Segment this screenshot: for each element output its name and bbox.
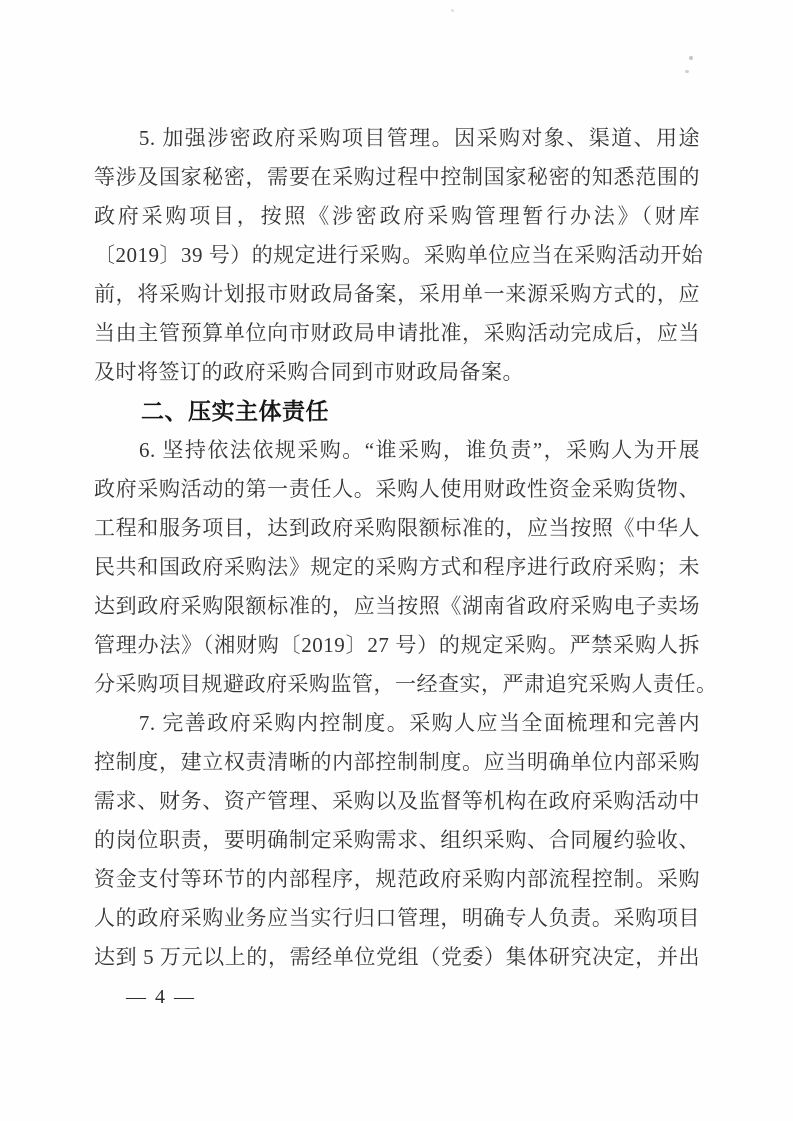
section-heading [94, 392, 700, 431]
text-line: 政府采购活动的第一责任人。采购人使用财政性资金采购货物、 [94, 477, 700, 501]
page-number: — 4 — [126, 986, 196, 1008]
text-line: 二、压实主体责任 [94, 398, 329, 424]
text-line: 当由主管预算单位向市财政局申请批准，采购活动完成后，应当 [94, 321, 700, 345]
text-line: 分采购项目规避政府采购监管，一经查实，严肃追究采购人责任。 [94, 672, 718, 696]
text-line: 控制度，建立权责清晰的内部控制制度。应当明确单位内部采购 [94, 750, 700, 774]
text-line: 人的政府采购业务应当实行归口管理，明确专人负责。采购项目 [94, 906, 700, 930]
text-line: 5. 加强涉密政府采购项目管理。因采购对象、渠道、用途 [94, 126, 700, 150]
text-line: 6. 坚持依法依规采购。“谁采购，谁负责”，采购人为开展 [94, 438, 700, 462]
scan-speck [451, 9, 454, 12]
text-line: 政府采购项目，按照《涉密政府采购管理暂行办法》（财库 [94, 204, 700, 228]
text-line: 需求、财务、资产管理、采购以及监督等机构在政府采购活动中 [94, 789, 700, 813]
text-line: 达到 5 万元以上的，需经单位党组（党委）集体研究决定，并出 [94, 945, 700, 969]
text-line: 达到政府采购限额标准的，应当按照《湖南省政府采购电子卖场 [94, 594, 700, 618]
scan-speck [685, 70, 689, 73]
paragraph [94, 431, 718, 704]
text-line: 7. 完善政府采购内控制度。采购人应当全面梳理和完善内 [94, 711, 700, 735]
text-line: 前，将采购计划报市财政局备案，采用单一来源采购方式的，应 [94, 282, 700, 306]
text-line: 及时将签订的政府采购合同到市财政局备案。 [94, 360, 524, 384]
text-line: 的岗位职责，要明确制定采购需求、组织采购、合同履约验收、 [94, 828, 700, 852]
text-line: 等涉及国家秘密，需要在采购过程中控制国家秘密的知悉范围的 [94, 165, 700, 189]
text-line: 〔2019〕39 号）的规定进行采购。采购单位应当在采购活动开始 [94, 243, 704, 267]
text-line: 管理办法》（湘财购〔2019〕27 号）的规定采购。严禁采购人拆 [94, 633, 700, 657]
text-line: 工程和服务项目，达到政府采购限额标准的，应当按照《中华人 [94, 516, 700, 540]
document-body [94, 119, 718, 977]
paragraph [94, 704, 700, 977]
scan-speck [689, 56, 693, 60]
text-line: 民共和国政府采购法》规定的采购方式和程序进行政府采购；未 [94, 555, 700, 579]
paragraph [94, 119, 704, 392]
text-line: 资金支付等环节的内部程序，规范政府采购内部流程控制。采购 [94, 867, 700, 891]
